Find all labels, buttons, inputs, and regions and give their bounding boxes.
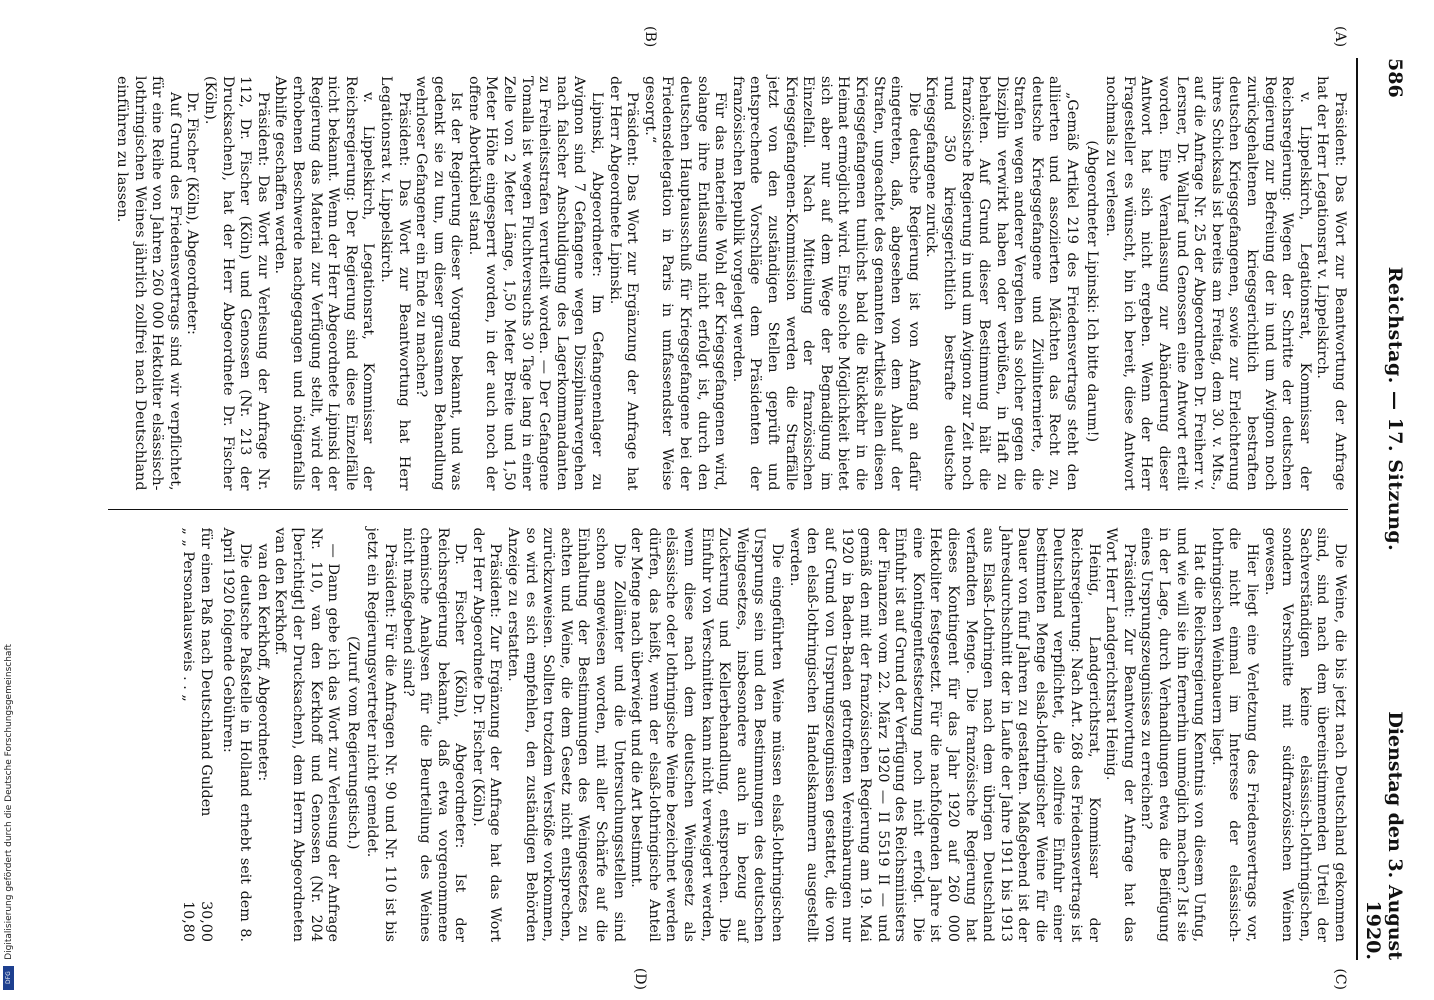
fee-list [179,528,214,943]
paragraph: Präsident: Das Wort zur Ergänzung der Anfrage hat der Herr Abgeordnete Lipinski. [606,76,641,491]
paragraph: Hier liegt eine Verletzung des Friedensvertrags vor, die nicht einmal im Interesse der elsässisch-lothringischen Weinbauern liegt. [1208,527,1261,942]
credit-text: Digitalisierung gefördert durch die Deutsche Forschungsgemeinschaft [4,644,14,960]
paragraph: Die deutsche Regierung ist von Anfang an dafür eingetreten, daß, abgesehen von dem Ablauf der Strafen, ungeachtet des genannten Artikels allen diesen Kriegsgefangenen tunlichst bald die Rückkehr in die Heimat ermöglicht wird. Eine solche Möglichkeit bietet sich aber nur auf dem Wege der Begnadigung im Einzelfall. Nach Mitteilung der französischen Kriegsgefangenen-Kommission werden die Straffälle jetzt von den zuständigen Stellen geprüft und entsprechende Vorschläge dem Präsidenten der französischen Republik vorgelegt werden. [729,76,922,491]
paragraph: Ist der Regierung dieser Vorgang bekannt, und was gedenkt sie zu tun, um dieser grausamen Behandlung wehrloser Gefangener ein Ende zu machen? [413,76,465,491]
paragraph: Auf Grund des Friedensvertrags sind wir verpflichtet, für eine Reihe von Jahren 260 000 Hektoliter elsässisch-lothringischen Weines jährlich zollfrei nach Deutschland einführen zu lassen. [114,76,183,491]
margin-mark-b: (B) [642,26,658,48]
columns [108,26,1348,990]
fee-label: „ „ Personalausweis . . „ [180,527,197,702]
fee-label: für einen Paß nach Deutschland Gulden [198,527,214,817]
fee-row [179,528,197,943]
paragraph: Die Weine, die bis jetzt nach Deutschland gekommen sind, sind nach dem übereinstimmenden Urteil der Sachverständigen keine elsässisch-lothringischen, sondern Verschnitte mit südfranzösischen Weinen gewesen. [1261,527,1348,942]
paragraph: v. Lippelskirch, Legationsrat, Kommissar der Reichsregierung: Der Regierung sind diese Einzelfälle nicht bekannt. Wenn der Herr Abgeordnete Lipinski der Regierung das Material zur Verfügung stellt, wird der erhobenen Beschwerde nachgegangen und nötigenfalls Abhilfe geschaffen werden. [272,76,377,491]
paragraph: Präsident: Das Wort zur Beantwortung der Anfrage hat der Herr Legationsrat v. Lippelskirch. [1314,76,1348,491]
page-number: 586 [1384,58,1406,98]
paragraph: „Gemäß Artikel 219 des Friedensvertrags steht den alliierten und assoziierten Mächten das Recht zu, deutsche Kriegsgefangene und Zivilinternierte, die Strafen wegen anderer Vergehen als solcher gegen die Disziplin verwirkt haben oder verbüßen, in Haft zu behalten. Auf Grund dieser Bestimmung hält die französische Regierung in und um Avignon zur Zeit noch rund 350 kriegsgerichtlich bestrafte deutsche Kriegsgefangene zurück. [923,76,1081,491]
paragraph: van den Kerkhoff, Abgeordneter: [254,543,271,782]
paragraph: v. Lippelskirch, Legationsrat, Kommissar der Reichsregierung: Wegen der Schritte der deutschen Regierung zur Befreiung der in und um Avignon noch zurückgehaltenen kriegsgerichtlich bestraften deutschen Kriegsgefangenen, sowie zur Erleichterung ihres Schicksals ist bereits am Freitag, dem 30. v. Mts., auf die Anfrage Nr. 25 der Abgeordneten Dr. Freiherr v. Lersner, Dr. Wallraf und Genossen eine Antwort erteilt worden. Eine Veranlassung zur Abänderung dieser Antwort hat sich nicht ergeben. Wenn der Herr Fragesteller es wünscht, bin ich bereit, diese Antwort nochmals zu verlesen. [1103,76,1313,491]
margin-mark-d: (D) [632,967,648,990]
paragraph: Präsident: Zur Beantwortung der Anfrage hat das Wort Herr Landgerichtsrat Heinig. [1103,527,1137,942]
dfg-logo-icon: DFG [3,966,14,990]
paragraph: Hat die Reichsregierung Kenntnis von diesem Unfug, und wie will sie ihn fernerhin unmöglich machen? Ist sie in der Lage, durch Verhandlungen etwa die Beifügung eines Ursprungszeugnisses zu erreichen? [1138,527,1208,942]
paragraph: Heinig, Landgerichtsrat, Kommissar der Reichsregierung: Nach Art. 268 des Friedensvertrags ist Deutschland verpflichtet, die zollfreie Einfuhr einer bestimmten Menge elsaß-lothringischer Weine für die Dauer von fünf Jahren zu gestatten. Maßgebend ist der Jahresdurchschnitt der in Laufe der Jahre 1911 bis 1913 aus Elsaß-Lothringen nach dem übrigen Deutschland verfandten Menge. Die französische Regierung hat dieses Kontingent für das Jahr 1920 auf 260 000 Hektoliter festgesetzt. Für die nachfolgenden Jahre ist eine Kontingentfestsetzung noch nicht erfolgt. Die Einfuhr ist auf Grund der Verfügung des Reichsministers der Finanzen vom 22. März 1920 — II 5519 II — und gemäß den mit der französischen Regierung am 19. Mai 1920 in Baden-Baden getroffenen Vereinbarungen nur auf Grund von Ursprungszeugnissen gestattet, die von den elsaß-lothringischen Handelskammern ausgestellt werden. [786,527,1102,942]
paragraph: Die eingeführten Weine müssen elsaß-lothringischen Ursprungs sein und den Bestimmungen des deutschen Weingesetzes, insbesondere auch in bezug auf Zuckerung und Kellerbehandlung, entsprechen. Die Einfuhr von Verschnitten kann nicht verweigert werden, wenn diese nach dem deutschen Weingesetz als elsässische oder lothringische Weine bezeichnet werden dürfen, das heißt, wenn der elsaß-lothringische Anteil der Menge nach überwiegt und die Art bestimmt. [628,527,785,942]
fee-value: 30,00 [198,901,214,942]
paragraph: Die deutsche Paßstelle in Holland erhebt seit dem 8. April 1920 folgende Gebühren: [219,527,254,942]
paragraph: Dr. Fischer (Köln), Abgeordneter: [184,92,201,335]
paragraph: Für das materielle Wohl der Kriegsgefangenen wird, solange ihre Entlassung nicht erfolgt ist, durch den deutschen Hauptausschuß für Kriegsgefangene bei der Friedensdelegation in Paris in umfassendster Weise gesorgt.“ [641,76,729,491]
paragraph: Dr. Fischer (Köln), Abgeordneter: Ist der Reichsregierung bekannt, daß etwa vorgenommene chemische Analysen für die Beurteilung des Weines nicht maßgebend sind? [399,527,469,942]
margin-mark-a: (A) [1332,26,1348,48]
paragraph: — Dann gebe ich das Wort zur Verlesung der Anfrage Nr. 110, van den Kerkhoff und Genossen (Nr. 204 [berichtigt] der Drucksachen), dem Herrn Abgeordneten van den Kerkhoff. [272,527,342,942]
paragraph: Präsident: Das Wort zur Verlesung der Anfrage Nr. 112, Dr. Fischer (Köln) und Genossen (Nr. 213 der Drucksachen), hat der Herr Abgeordnete Dr. Fischer (Köln). [202,76,271,491]
paragraph: Die Zollämter und die Untersuchungsstellen sind schon angewiesen worden, mit aller Schärfe auf die Einhaltung der Bestimmungen des Weingesetzes zu achten und Weine, die dem Gesetz nicht entsprechen, zurückzuweisen. Sollten trotzdem Verstöße vorkommen, so wird es sich empfehlen, den zuständigen Behörden Anzeige zu erstatten. [505,527,627,942]
credit-strip [2,0,16,1000]
paragraph: Lipinski, Abgeordneter: Im Gefangenenlager zu Avignon sind 7 Gefangene wegen Disziplinarvergehen nach falscher Anschuldigung des Lagerkommandanten zu Freiheitsstrafen verurteilt worden. — Der Gefangene Tomalla ist wegen Fluchtversuchs 30 Tage lang in einer Zelle von 2 Meter Länge, 1,50 Meter Breite und 1,50 Meter Höhe eingesperrt worden, in der auch noch der offene Abortkübel stand. [465,76,606,491]
page-date: Dienstag den 3. August 1920. [1362,711,1406,960]
paragraph: Präsident: Für die Anfragen Nr. 90 und Nr. 110 ist bis jetzt ein Regierungsvertreter nicht gemeldet. [364,527,398,942]
fee-row [196,528,214,943]
fee-value: 10,80 [180,901,197,942]
right-column [108,509,1348,990]
left-column [108,26,1348,509]
document-page [34,0,1434,1000]
paragraph: (Zuruf vom Regierungstisch.) [344,635,361,850]
margin-mark-c: (C) [1332,968,1348,990]
page-title: Reichstag. — 17. Sitzung. [1384,266,1406,552]
page-header [1356,58,1406,960]
paragraph: Präsident: Zur Ergänzung der Anfrage hat das Wort der Herr Abgeordnete Dr. Fischer (Köln). [469,527,504,942]
paragraph: Präsident: Das Wort zur Beantwortung hat Herr Legationsrat v. Lippelskirch. [377,76,412,491]
paragraph: (Abgeordneter Lipinski: Ich bitte darum!) [1083,140,1100,443]
